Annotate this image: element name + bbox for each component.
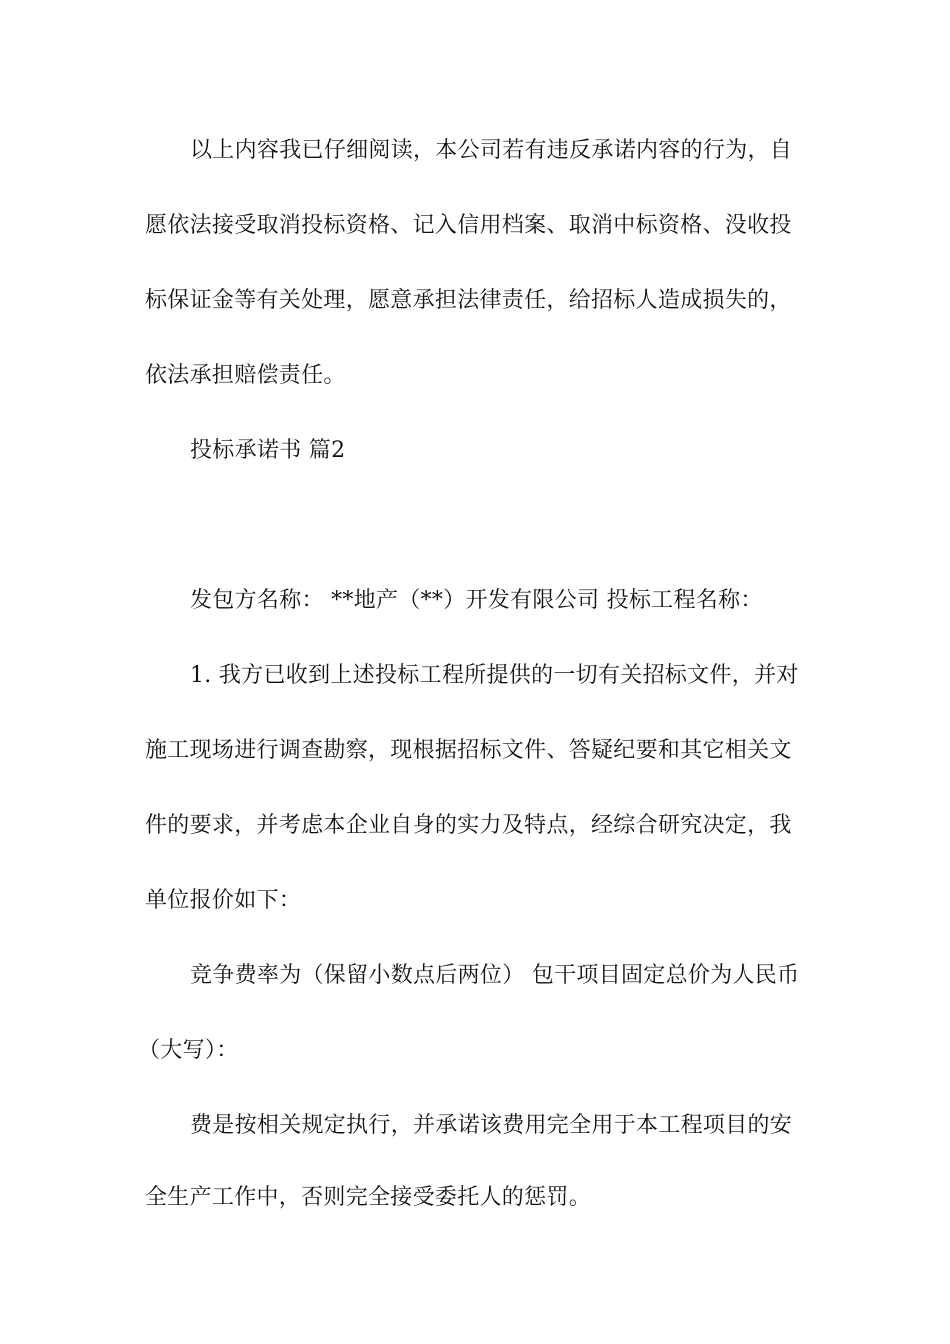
section-heading: 投标承诺书 篇2 bbox=[190, 438, 346, 463]
paragraph-line: （大写）： bbox=[138, 1038, 239, 1063]
paragraph-line: 发包方名称： **地产（**）开发有限公司 投标工程名称： bbox=[190, 588, 763, 613]
paragraph-line: 以上内容我已仔细阅读，本公司若有违反承诺内容的行为，自 bbox=[190, 138, 793, 163]
paragraph-line: 愿依法接受取消投标资格、记入信用档案、取消中标资格、没收投 bbox=[145, 213, 792, 238]
paragraph-line: 标保证金等有关处理，愿意承担法律责任，给招标人造成损失的， bbox=[145, 288, 792, 313]
paragraph-line: 竞争费率为（保留小数点后两位） 包干项目固定总价为人民币 bbox=[190, 963, 800, 988]
paragraph-line: 费是按相关规定执行，并承诺该费用完全用于本工程项目的安 bbox=[190, 1113, 793, 1138]
paragraph-line: 1. 我方已收到上述投标工程所提供的一切有关招标文件，并对 bbox=[190, 663, 799, 688]
paragraph-line: 单位报价如下： bbox=[145, 888, 302, 913]
paragraph-line: 件的要求，并考虑本企业自身的实力及特点，经综合研究决定，我 bbox=[145, 813, 792, 838]
paragraph-line: 依法承担赔偿责任。 bbox=[145, 363, 346, 388]
paragraph-line: 全生产工作中，否则完全接受委托人的惩罚。 bbox=[145, 1185, 592, 1210]
paragraph-line: 施工现场进行调查勘察，现根据招标文件、答疑纪要和其它相关文 bbox=[145, 738, 792, 763]
